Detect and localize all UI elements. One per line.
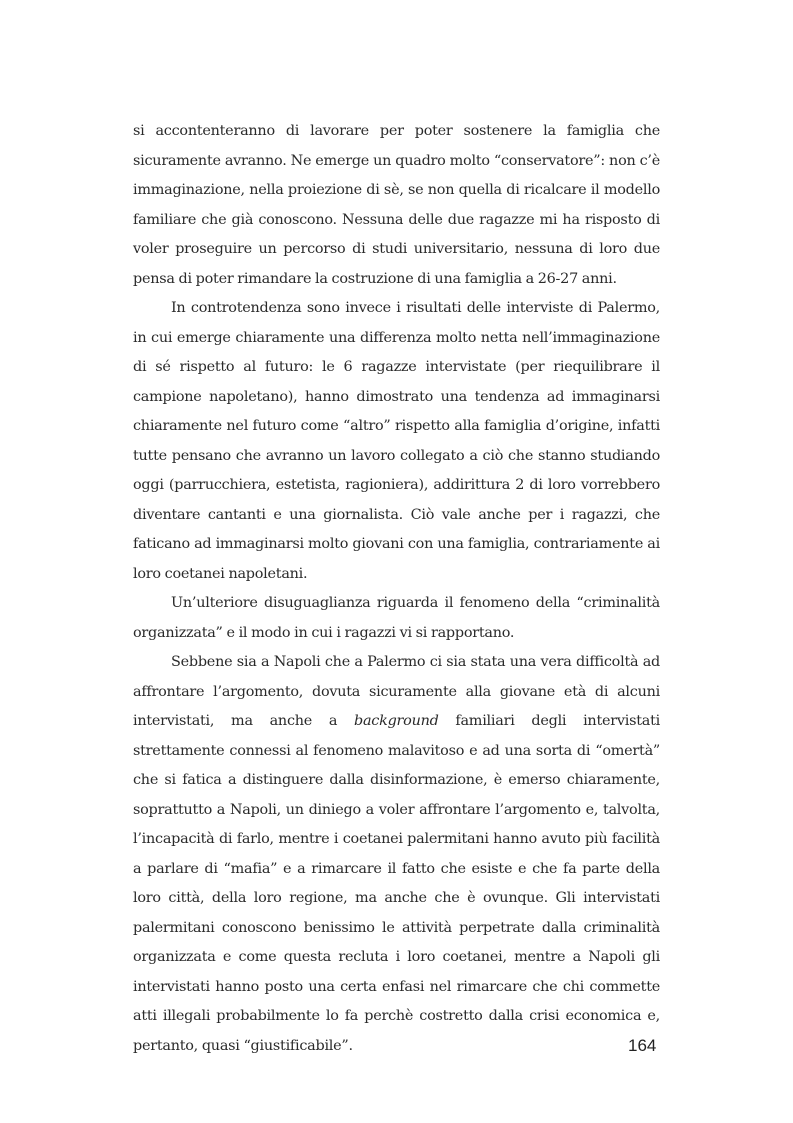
italic-term-background: background [354, 713, 439, 729]
paragraph-3 [133, 589, 660, 648]
body-text [133, 117, 660, 1061]
paragraph-4-text-end: familiari degli intervistati strettamente connessi al fenomeno malavitoso e ad una sorta di “omertà” che si fatica a distinguere dalla disinformazione, è emerso chiaramente, soprattutto a Napoli, un diniego a voler affrontare l’argomento e, talvolta, l’incapacità di farlo, mentre i coetanei palermitani hanno avuto più facilità a parlare di “mafia” e a rimarcare il fatto che esiste e che fa parte della loro città, della loro regione, ma anche che è ovunque. Gli intervistati palermitani conoscono benissimo le attività perpetrate dalla criminalità organizzata e come questa recluta i loro coetanei, mentre a Napoli gli intervistati hanno posto una certa enfasi nel rimarcare che chi commette atti illegali probabilmente lo fa perchè costretto dalla crisi economica e, pertanto, quasi “giustificabile”. [133, 713, 660, 1054]
page-number: 164 [628, 1036, 657, 1055]
paragraph-1-text: si accontenteranno di lavorare per poter sostenere la famiglia che sicuramente avranno. Ne emerge un quadro molto “conservatore”: non c’è immaginazione, nella proiezione di sè, se non quella di ricalcare il modello familiare che già conoscono. Nessuna delle due ragazze mi ha risposto di voler proseguire un percorso di studi universitario, nessuna di loro due pensa di poter rimandare la costruzione di una famiglia a 26-27 anni. [133, 123, 660, 287]
paragraph-4 [133, 648, 660, 1061]
paragraph-2 [133, 294, 660, 589]
paragraph-4-text-start: Sebbene sia a Napoli che a Palermo ci sia stata una vera difficoltà ad affrontare l’argomento, dovuta sicuramente alla giovane età di alcuni intervistati, ma anche a [133, 654, 660, 729]
paragraph-2-text: In controtendenza sono invece i risultati delle interviste di Palermo, in cui emerge chiaramente una differenza molto netta nell’immaginazione di sé rispetto al futuro: le 6 ragazze intervistate (per riequilibrare il campione napoletano), hanno dimostrato una tendenza ad immaginarsi chiaramente nel futuro come “altro” rispetto alla famiglia d’origine, infatti tutte pensano che avranno un lavoro collegato a ciò che stanno studiando oggi (parrucchiera, estetista, ragioniera), addirittura 2 di loro vorrebbero diventare cantanti e una giornalista. Ciò vale anche per i ragazzi, che faticano ad immaginarsi molto giovani con una famiglia, contrariamente ai loro coetanei napoletani. [133, 300, 660, 582]
paragraph-1 [133, 117, 660, 294]
paragraph-3-text: Un’ulteriore disuguaglianza riguarda il fenomeno della “criminalità organizzata” e il modo in cui i ragazzi vi si rapportano. [133, 595, 660, 641]
